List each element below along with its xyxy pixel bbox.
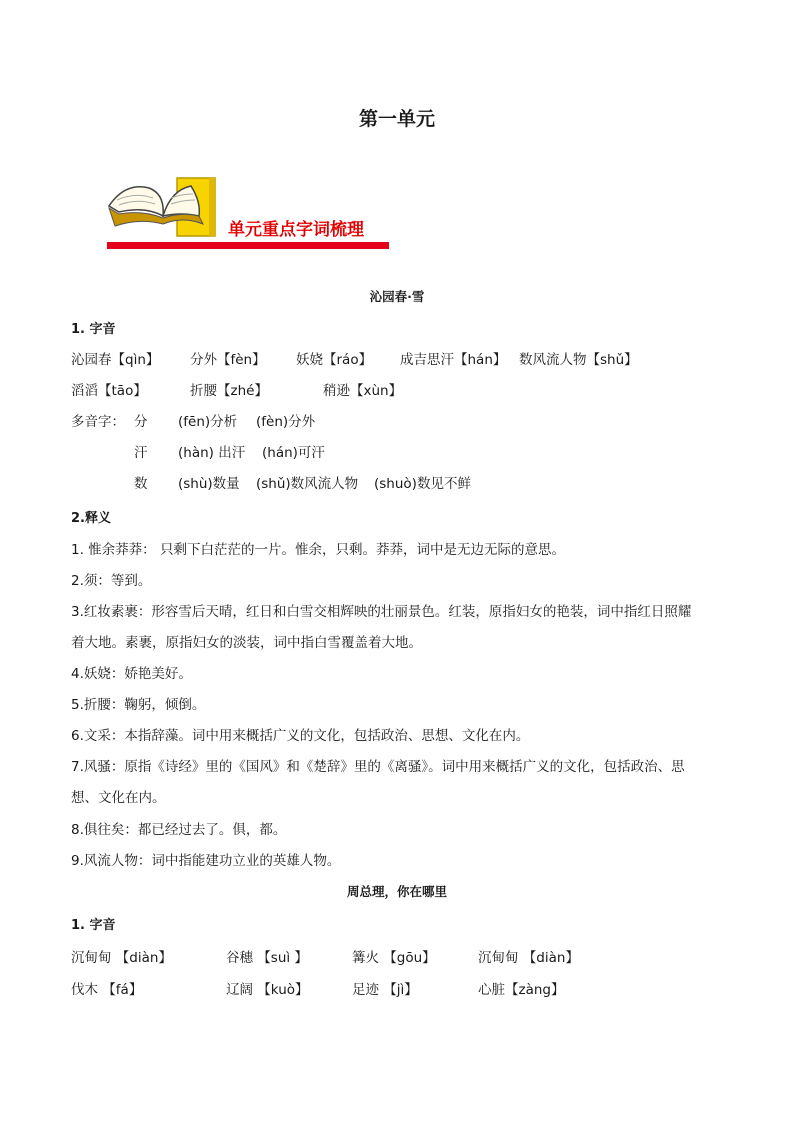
pron-item: 折腰【zhé】	[190, 383, 268, 399]
pron-item: 滔滔【tāo】	[71, 383, 147, 399]
heading-pronunciation: 1. 字音	[71, 918, 116, 933]
page-title: 第一单元	[358, 108, 435, 130]
pron-item: 足迹 【jì】	[352, 982, 418, 998]
polyphone-reading: (fèn)分外	[256, 414, 316, 430]
section-subtitle: 沁园春·雪	[369, 289, 425, 304]
section-subtitle: 周总理，你在哪里	[346, 884, 447, 899]
heading-definitions: 2.释义	[71, 511, 111, 526]
definition-line: 9.风流人物：词中指能建功立业的英雄人物。	[71, 853, 341, 869]
pron-item: 伐木 【fá】	[71, 982, 143, 998]
banner-title: 单元重点字词梳理	[228, 220, 364, 240]
pron-item: 沉甸甸 【diàn】	[478, 950, 579, 966]
pron-item: 稍逊【xùn】	[323, 383, 403, 399]
pron-item: 分外【fèn】	[190, 352, 266, 368]
polyphone-char: 数	[134, 476, 148, 492]
polyphone-char: 汗	[134, 445, 148, 461]
polyphone-reading: (shù)数量	[178, 476, 240, 492]
pron-item: 沁园春【qìn】	[71, 352, 160, 368]
polyphone-char: 分	[134, 414, 148, 430]
definition-line: 1. 惟余莽莽： 只剩下白茫茫的一片。惟余，只剩。莽莽，词中是无边无际的意思。	[71, 542, 565, 558]
definition-line: 4.妖娆：娇艳美好。	[71, 666, 192, 682]
pron-item: 成吉思汗【hán】	[400, 352, 507, 368]
book-icon	[105, 172, 220, 244]
definition-line: 着大地。素裹，原指妇女的淡装，词中指白雪覆盖着大地。	[71, 635, 422, 651]
polyphone-reading: (fēn)分析	[178, 414, 238, 430]
pron-item: 谷穗 【suì 】	[226, 950, 308, 966]
definition-line: 8.俱往矣：都已经过去了。俱，都。	[71, 822, 287, 838]
polyphone-label: 多音字：	[71, 414, 125, 430]
pron-item: 心脏【zàng】	[478, 982, 565, 998]
definition-line: 5.折腰：鞠躬，倾倒。	[71, 697, 206, 713]
definition-line: 3.红妆素裹：形容雪后天晴，红日和白雪交相辉映的壮丽景色。红装，原指妇女的艳装，词中指红日照耀	[71, 604, 692, 620]
polyphone-reading: (hán)可汗	[262, 445, 325, 461]
polyphone-reading: (shǔ)数风流人物	[256, 476, 359, 492]
banner-underline	[107, 242, 389, 249]
polyphone-reading: (shuò)数见不鲜	[374, 476, 471, 492]
pron-item: 篝火 【gōu】	[352, 950, 436, 966]
definition-line: 7.风骚：原指《诗经》里的《国风》和《楚辞》里的《离骚》。词中用来概括广义的文化，包括政治、思	[71, 759, 685, 775]
pron-item: 沉甸甸 【diàn】	[71, 950, 172, 966]
heading-pronunciation: 1. 字音	[71, 322, 116, 337]
pron-item: 妖娆【ráo】	[296, 352, 373, 368]
definition-line: 2.须：等到。	[71, 573, 152, 589]
definition-line: 6.文采：本指辞藻。词中用来概括广义的文化，包括政治、思想、文化在内。	[71, 728, 530, 744]
polyphone-reading: (hàn) 出汗	[178, 445, 246, 461]
pron-item: 辽阔 【kuò】	[226, 982, 309, 998]
definition-line: 想、文化在内。	[71, 790, 166, 806]
pron-item: 数风流人物【shǔ】	[519, 352, 638, 368]
